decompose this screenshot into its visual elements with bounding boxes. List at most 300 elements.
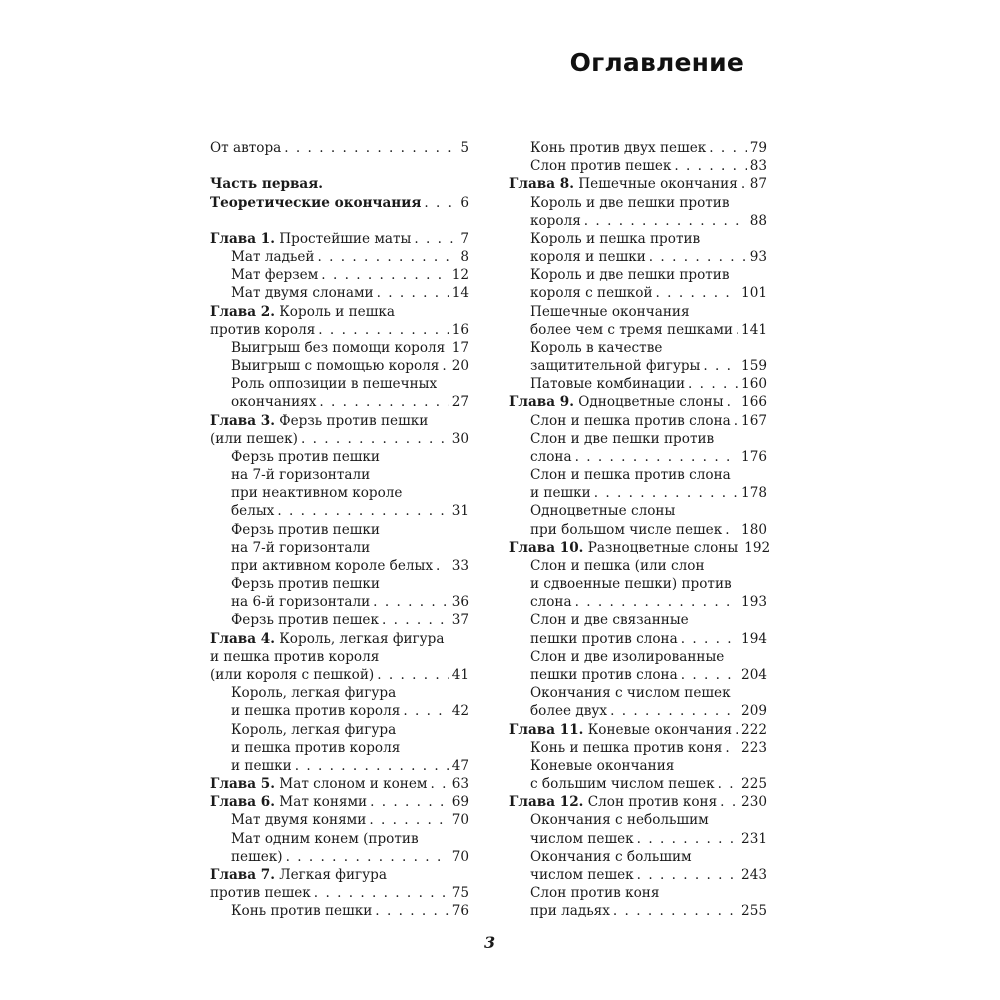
toc-entry-text bbox=[231, 830, 419, 848]
toc-entry-text bbox=[210, 230, 411, 248]
toc-entry-text bbox=[530, 484, 591, 502]
dot-leader bbox=[709, 139, 746, 157]
toc-entry-label: слона bbox=[530, 448, 572, 465]
toc-entry-text bbox=[210, 412, 428, 430]
toc-entry-label: и пешка против короля bbox=[231, 739, 401, 756]
toc-entry bbox=[210, 539, 469, 557]
toc-entry-label: Мат двумя слонами bbox=[231, 285, 374, 302]
page-number: 3 bbox=[484, 933, 496, 952]
toc-entry-text bbox=[530, 466, 731, 484]
toc-entry-label: числом пешек bbox=[530, 830, 634, 847]
toc-entry-text bbox=[530, 739, 722, 757]
dot-leader bbox=[377, 284, 449, 302]
dot-leader bbox=[375, 902, 448, 920]
toc-entry-text bbox=[530, 648, 724, 666]
toc-entry-text bbox=[530, 684, 731, 702]
toc-entry-label: Слон и две связанные bbox=[530, 612, 689, 629]
toc-page-number: 159 bbox=[741, 358, 767, 375]
toc-entry-text bbox=[231, 466, 370, 484]
toc-entry-label: более двух bbox=[530, 703, 608, 720]
toc-entry-text bbox=[231, 721, 396, 739]
toc-entry-bold-label: Глава 12. bbox=[509, 794, 584, 811]
toc-entry bbox=[509, 248, 767, 266]
toc-entry-text bbox=[231, 393, 316, 411]
dot-leader bbox=[370, 793, 449, 811]
dot-leader bbox=[403, 702, 448, 720]
dot-leader bbox=[575, 448, 738, 466]
toc-entry bbox=[210, 593, 469, 611]
toc-entry bbox=[210, 357, 469, 375]
toc-page-number: 20 bbox=[451, 358, 469, 375]
toc-entry-label: Мат двумя конями bbox=[231, 812, 367, 829]
toc-entry-text bbox=[530, 266, 730, 284]
toc-entry-text bbox=[530, 339, 662, 357]
toc-entry-label: короля с пешкой bbox=[530, 285, 653, 302]
toc-entry-text bbox=[231, 902, 372, 920]
toc-entry-text bbox=[231, 684, 396, 702]
toc-entry-text bbox=[231, 375, 437, 393]
toc-entry-text bbox=[231, 484, 402, 502]
toc-entry-label: более чем с тремя пешками bbox=[530, 321, 733, 338]
toc-page-number: 8 bbox=[460, 249, 469, 266]
toc-entry-label: Мат одним конем (против bbox=[231, 830, 419, 847]
toc-page-number: 16 bbox=[451, 321, 469, 338]
toc-entry bbox=[509, 666, 767, 684]
toc-entry-text bbox=[530, 611, 689, 629]
toc-entry-label: Слон и пешка против слона bbox=[530, 412, 731, 429]
toc-entry-label: Окончания с числом пешек bbox=[530, 685, 731, 702]
toc-entry-label: Слон и две изолированные bbox=[530, 648, 725, 665]
toc-entry bbox=[509, 757, 767, 775]
toc-entry-label: Слон против пешек bbox=[530, 158, 672, 175]
toc-entry-text bbox=[231, 848, 283, 866]
toc-entry bbox=[509, 721, 767, 739]
toc-entry-text bbox=[530, 412, 731, 430]
dot-leader bbox=[656, 284, 739, 302]
toc-entry-text bbox=[210, 793, 367, 811]
toc-entry-text bbox=[210, 321, 315, 339]
toc-entry-text bbox=[231, 502, 274, 520]
toc-page-number: 230 bbox=[741, 794, 767, 811]
toc-entry-label: Король, легкая фигура bbox=[231, 721, 397, 738]
toc-entry bbox=[509, 793, 767, 811]
dot-leader bbox=[610, 702, 738, 720]
toc-entry-bold-label: Глава 8. bbox=[509, 176, 574, 193]
toc-entry bbox=[509, 648, 767, 666]
toc-entry-label: при активном короле белых bbox=[231, 557, 434, 574]
toc-entry-label: слона bbox=[530, 594, 572, 611]
toc-page-number: 83 bbox=[749, 158, 767, 175]
toc-entry-text bbox=[530, 902, 610, 920]
dot-leader bbox=[725, 739, 738, 757]
toc-entry-bold-label: Глава 2. bbox=[210, 303, 275, 320]
toc-page-number: 47 bbox=[451, 757, 469, 774]
toc-entry bbox=[210, 666, 469, 684]
dot-leader bbox=[317, 248, 457, 266]
toc-page-number: 79 bbox=[749, 140, 767, 156]
toc-entry-label: Король и две пешки против bbox=[530, 194, 730, 211]
toc-page-number: 192 bbox=[744, 539, 771, 556]
toc-page-number: 243 bbox=[741, 866, 767, 883]
toc-entry bbox=[210, 321, 469, 339]
dot-leader bbox=[681, 630, 738, 648]
toc-entry-bold-label: Глава 3. bbox=[210, 412, 275, 429]
toc-entry-text bbox=[231, 521, 380, 539]
toc-entry bbox=[210, 266, 469, 284]
toc-entry-text bbox=[530, 702, 607, 720]
toc-entry bbox=[210, 611, 469, 629]
toc-entry-text bbox=[210, 194, 421, 212]
toc-entry-text bbox=[509, 793, 717, 811]
toc-left-column bbox=[210, 139, 469, 920]
toc-entry-text bbox=[530, 848, 692, 866]
toc-entry bbox=[210, 484, 469, 502]
toc-entry-label: Коневые окончания bbox=[530, 757, 675, 774]
toc-entry-text bbox=[231, 557, 433, 575]
toc-entry bbox=[509, 175, 767, 193]
dot-leader bbox=[718, 775, 738, 793]
toc-entry-text bbox=[231, 284, 374, 302]
toc-page-number: 167 bbox=[741, 412, 767, 429]
toc-entry-label: окончаниях bbox=[231, 394, 317, 411]
toc-entry-bold-label: Глава 1. bbox=[210, 230, 275, 247]
toc-entry bbox=[509, 303, 767, 321]
toc-entry bbox=[210, 139, 469, 157]
toc-entry-label: Мат ладьей bbox=[231, 249, 315, 266]
toc-page-number: 31 bbox=[451, 503, 469, 520]
dot-leader bbox=[284, 139, 457, 157]
toc-entry-label: Коневые окончания bbox=[583, 721, 733, 738]
toc-page-number: 193 bbox=[741, 594, 767, 611]
toc-entry bbox=[509, 284, 767, 302]
toc-entry-label: Окончания с небольшим bbox=[530, 812, 709, 829]
toc-entry bbox=[210, 375, 469, 393]
toc-entry-text bbox=[231, 539, 370, 557]
toc-entry-text bbox=[210, 630, 445, 648]
dot-leader bbox=[277, 502, 448, 520]
toc-entry-label: Мат конями bbox=[274, 794, 368, 811]
toc-entry-label: пешки против слона bbox=[530, 666, 678, 683]
toc-entry-text bbox=[210, 648, 379, 666]
dot-leader bbox=[382, 611, 449, 629]
toc-entry bbox=[509, 194, 767, 212]
toc-entry-label: короля bbox=[530, 212, 581, 229]
toc-entry-label: и сдвоенные пешки) против bbox=[530, 576, 732, 593]
toc-entry-text bbox=[530, 575, 732, 593]
toc-entry-label: против короля bbox=[210, 321, 316, 338]
toc-entry bbox=[509, 902, 767, 920]
toc-page-number: 141 bbox=[741, 321, 767, 338]
toc-entry bbox=[509, 321, 767, 339]
toc-page-number: 36 bbox=[451, 594, 469, 611]
toc-entry bbox=[509, 539, 771, 557]
toc-entry-label: Ферзь против пешки bbox=[274, 412, 429, 429]
toc-entry bbox=[509, 521, 767, 539]
toc-entry-text bbox=[530, 212, 581, 230]
toc-entry bbox=[509, 266, 767, 284]
toc-entry bbox=[210, 412, 469, 430]
toc-page-number: 42 bbox=[451, 703, 469, 720]
toc-entry-label: Конь против пешки bbox=[231, 903, 373, 920]
toc-entry bbox=[509, 339, 767, 357]
toc-entry-label: числом пешек bbox=[530, 866, 634, 883]
toc-entry-text bbox=[231, 266, 318, 284]
toc-page-number: 30 bbox=[451, 430, 469, 447]
toc-entry bbox=[210, 775, 469, 793]
toc-entry-label: и пешки bbox=[530, 485, 591, 502]
toc-entry bbox=[509, 357, 767, 375]
toc-entry-label: От автора bbox=[210, 140, 282, 156]
dot-leader bbox=[301, 430, 449, 448]
toc-entry-label: Окончания с большим bbox=[530, 848, 692, 865]
dot-leader bbox=[442, 357, 448, 375]
toc-entry-bold-label: Часть первая. bbox=[210, 176, 324, 193]
toc-entry-text bbox=[231, 593, 370, 611]
toc-entry-text bbox=[210, 430, 298, 448]
dot-leader bbox=[613, 902, 738, 920]
toc-entry bbox=[509, 811, 767, 829]
toc-entry bbox=[509, 502, 767, 520]
toc-entry bbox=[509, 139, 767, 157]
toc-page-number: 5 bbox=[460, 140, 469, 156]
toc-entry-text bbox=[231, 811, 366, 829]
toc-entry bbox=[210, 393, 469, 411]
toc-page-number: 69 bbox=[451, 794, 469, 811]
toc-entry-text bbox=[530, 884, 659, 902]
dot-leader bbox=[575, 593, 738, 611]
toc-entry-text bbox=[210, 884, 311, 902]
toc-entry-text bbox=[530, 357, 700, 375]
toc-page-number: 14 bbox=[451, 285, 469, 302]
toc-entry-text bbox=[530, 248, 646, 266]
toc-entry-text bbox=[210, 139, 281, 157]
toc-entry-text bbox=[530, 557, 705, 575]
toc-entry-label: Слон против коня bbox=[530, 885, 660, 902]
toc-entry-bold-label: Глава 9. bbox=[509, 394, 574, 411]
toc-entry-text bbox=[530, 139, 706, 157]
toc-entry bbox=[509, 593, 767, 611]
dot-leader bbox=[637, 866, 738, 884]
toc-entry bbox=[210, 684, 469, 702]
toc-entry-label: Выигрыш без помощи короля bbox=[231, 339, 446, 356]
toc-entry bbox=[509, 848, 767, 866]
toc-entry-text bbox=[231, 448, 380, 466]
toc-entry-text bbox=[231, 357, 439, 375]
dot-leader bbox=[703, 357, 738, 375]
toc-entry-label: и пешка против короля bbox=[210, 648, 380, 665]
dot-leader bbox=[725, 521, 738, 539]
toc-entry bbox=[210, 575, 469, 593]
dot-leader bbox=[584, 212, 747, 230]
toc-entry-bold-label: Глава 4. bbox=[210, 630, 275, 647]
toc-entry-text bbox=[210, 175, 323, 193]
toc-page-number: 178 bbox=[741, 485, 767, 502]
dot-leader bbox=[286, 848, 449, 866]
toc-entry bbox=[210, 466, 469, 484]
toc-entry bbox=[210, 230, 469, 248]
toc-entry bbox=[210, 811, 469, 829]
dot-leader bbox=[377, 666, 448, 684]
toc-entry bbox=[509, 393, 767, 411]
toc-entry-text bbox=[210, 775, 427, 793]
toc-entry-bold-label: Глава 6. bbox=[210, 794, 275, 811]
toc-page-number: 63 bbox=[451, 776, 469, 793]
toc-entry bbox=[509, 775, 767, 793]
toc-entry bbox=[210, 521, 469, 539]
toc-entry-label: Ферзь против пешки bbox=[231, 448, 380, 465]
toc-entry bbox=[210, 757, 469, 775]
toc-entry-text bbox=[210, 666, 374, 684]
dot-leader bbox=[319, 393, 448, 411]
toc-entry bbox=[509, 484, 767, 502]
toc-entry-bold-label: Глава 7. bbox=[210, 866, 275, 883]
toc-entry-label: Мат ферзем bbox=[231, 267, 319, 284]
toc-entry-label: белых bbox=[231, 503, 275, 520]
toc-entry-label: Патовые комбинации bbox=[530, 376, 686, 393]
toc-entry-label: и пешки bbox=[231, 757, 292, 774]
toc-entry-text bbox=[231, 757, 292, 775]
toc-page-number: 27 bbox=[451, 394, 469, 411]
toc-entry-text bbox=[530, 593, 572, 611]
toc-page-number: 231 bbox=[741, 830, 767, 847]
toc-entry-label: на 6-й горизонтали bbox=[231, 594, 371, 611]
toc-entry bbox=[509, 230, 767, 248]
toc-entry-label: Легкая фигура bbox=[274, 866, 387, 883]
toc-entry-label: Разноцветные слоны bbox=[583, 539, 739, 556]
toc-entry-text bbox=[530, 375, 685, 393]
toc-page-number: 204 bbox=[741, 666, 767, 683]
toc-entry-text bbox=[530, 866, 634, 884]
toc-entry-text bbox=[509, 393, 724, 411]
toc-entry-text bbox=[530, 775, 715, 793]
toc-entry bbox=[210, 557, 469, 575]
toc-entry-label: при неактивном короле bbox=[231, 485, 403, 502]
toc-page-number: 37 bbox=[451, 612, 469, 629]
toc-page-number: 166 bbox=[741, 394, 767, 411]
toc-entry bbox=[210, 721, 469, 739]
toc-entry-label: (или пешек) bbox=[210, 430, 298, 447]
toc-entry-text bbox=[530, 666, 678, 684]
toc-entry bbox=[509, 866, 767, 884]
toc-entry bbox=[210, 175, 469, 193]
toc-entry bbox=[210, 793, 469, 811]
toc-entry-label: на 7-й горизонтали bbox=[231, 539, 371, 556]
toc-entry-label: Ферзь против пешки bbox=[231, 521, 380, 538]
toc-entry-label: Король и пешка bbox=[274, 303, 395, 320]
toc-entry bbox=[210, 339, 469, 357]
toc-entry-label: и пешка против короля bbox=[231, 703, 401, 720]
toc-entry-label: Простейшие маты bbox=[274, 230, 412, 247]
toc-page-number: 41 bbox=[451, 666, 469, 683]
toc-page-number: 176 bbox=[741, 448, 767, 465]
dot-leader bbox=[436, 557, 449, 575]
toc-entry bbox=[509, 412, 767, 430]
toc-page-number: 87 bbox=[749, 176, 767, 193]
toc-entry-text bbox=[231, 702, 400, 720]
toc-entry-text bbox=[231, 575, 380, 593]
toc-entry-text bbox=[231, 739, 400, 757]
toc-entry-text bbox=[530, 630, 678, 648]
toc-entry-text bbox=[530, 502, 675, 520]
toc-page-number: 223 bbox=[741, 739, 767, 756]
toc-entry-label: Пешечные окончания bbox=[530, 303, 690, 320]
toc-entry-text bbox=[509, 721, 732, 739]
toc-entry bbox=[210, 648, 469, 666]
dot-leader bbox=[649, 248, 747, 266]
toc-entry-label: (или короля с пешкой) bbox=[210, 666, 375, 683]
dot-leader bbox=[295, 757, 449, 775]
toc-page-number: 12 bbox=[451, 267, 469, 284]
toc-entry-label: Король и две пешки против bbox=[530, 267, 730, 284]
toc-page-number: 209 bbox=[741, 703, 767, 720]
toc-entry-label: на 7-й горизонтали bbox=[231, 467, 371, 484]
toc-entry-label: пешек) bbox=[231, 848, 283, 865]
toc-entry bbox=[509, 448, 767, 466]
toc-page-number: 88 bbox=[749, 212, 767, 229]
toc-entry-text bbox=[210, 303, 395, 321]
toc-entry bbox=[509, 630, 767, 648]
toc-page-number: 222 bbox=[741, 721, 767, 738]
dot-leader bbox=[369, 811, 448, 829]
toc-entry-label: Конь против двух пешек bbox=[530, 140, 707, 156]
toc-entry-text bbox=[530, 757, 674, 775]
toc-entry-text bbox=[530, 194, 730, 212]
toc-entry-bold-label: Теоретические окончания bbox=[210, 194, 422, 211]
toc-entry bbox=[509, 611, 767, 629]
toc-entry bbox=[210, 848, 469, 866]
toc-page-number: 76 bbox=[451, 903, 469, 920]
toc-entry-text bbox=[231, 248, 314, 266]
toc-entry-text bbox=[509, 539, 738, 557]
dot-leader bbox=[688, 375, 738, 393]
dot-leader bbox=[727, 393, 738, 411]
toc-entry-label: Роль оппозиции в пешечных bbox=[231, 376, 438, 393]
toc-entry-label: Ферзь против пешки bbox=[231, 576, 380, 593]
toc-entry-text bbox=[210, 866, 387, 884]
dot-leader bbox=[674, 157, 746, 175]
toc-entry bbox=[210, 739, 469, 757]
dot-leader bbox=[318, 321, 448, 339]
toc-entry bbox=[210, 194, 469, 212]
toc-entry bbox=[509, 466, 767, 484]
toc-entry-bold-label: Глава 5. bbox=[210, 776, 275, 793]
toc-entry bbox=[509, 575, 767, 593]
toc-entry bbox=[509, 157, 767, 175]
toc-entry-label: Слон и пешка против слона bbox=[530, 467, 731, 484]
toc-entry-label: Мат слоном и конем bbox=[274, 776, 428, 793]
toc-entry-text bbox=[530, 230, 700, 248]
toc-entry-text bbox=[509, 175, 738, 193]
toc-entry bbox=[210, 284, 469, 302]
toc-page-number: 6 bbox=[460, 194, 469, 211]
dot-leader bbox=[735, 721, 738, 739]
toc-page-number: 70 bbox=[451, 848, 469, 865]
toc-entry-label: Король в качестве bbox=[530, 339, 663, 356]
toc-entry-label: Король, легкая фигура bbox=[274, 630, 445, 647]
toc-entry-text bbox=[530, 830, 634, 848]
toc-entry bbox=[210, 630, 469, 648]
dot-leader bbox=[734, 412, 738, 430]
toc-page-number: 255 bbox=[741, 903, 767, 920]
dot-leader bbox=[720, 793, 738, 811]
toc-entry bbox=[210, 866, 469, 884]
toc-page-number: 33 bbox=[451, 557, 469, 574]
toc-page-number: 225 bbox=[741, 776, 767, 793]
toc-entry-text bbox=[231, 339, 445, 357]
toc-entry-label: Король, легкая фигура bbox=[231, 685, 397, 702]
toc-entry-text bbox=[530, 284, 653, 302]
toc-entry-text bbox=[530, 521, 722, 539]
